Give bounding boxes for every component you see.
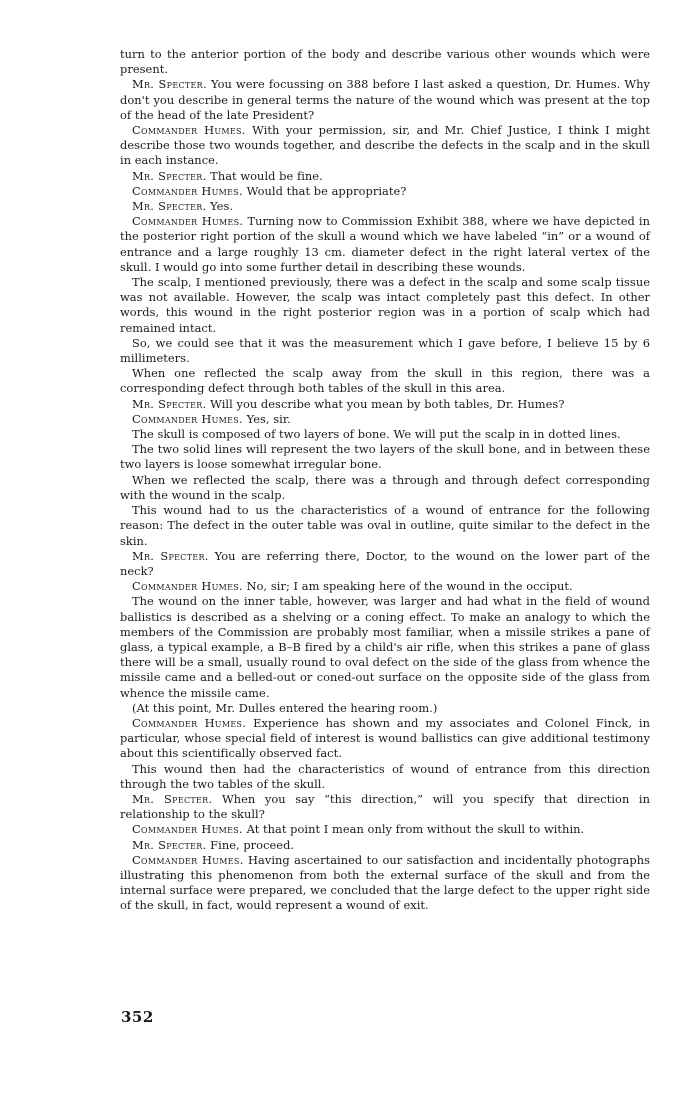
paragraph-text: The skull is composed of two layers of bone. We will put the scalp in in dotted lines.: [132, 427, 621, 442]
paragraph-text: The two solid lines will represent the two layers of the skull bone, and in between these two layers is loose somewhat irregular bone.: [120, 442, 650, 472]
speaker-name: Commander Humes.: [132, 183, 243, 198]
speaker-name: Mr. Specter.: [132, 837, 207, 852]
speaker-name: Commander Humes.: [132, 852, 244, 867]
paragraph: [120, 77, 650, 123]
paragraph-text: That would be fine.: [210, 168, 323, 183]
paragraph: [120, 549, 650, 579]
speaker-name: Commander Humes.: [132, 822, 243, 837]
paragraph: [120, 184, 650, 199]
paragraph-text: You are referring there, Doctor, to the wound on the lower part of the neck?: [120, 548, 651, 578]
speaker-name: Mr. Specter.: [132, 791, 213, 806]
paragraph: [120, 366, 650, 396]
paragraph: [120, 853, 650, 914]
paragraph-text: Will you describe what you mean by both tables, Dr. Humes?: [210, 396, 565, 411]
speaker-name: Mr. Specter.: [132, 548, 209, 563]
paragraph-text: This wound had to us the characteristics of a wound of entrance for the following reason: The defect in the outer table was oval in outline, quite similar to the defect in the skin.: [120, 503, 650, 548]
paragraph-text: Turning now to Commission Exhibit 388, where we have depicted in the posterior right portion of the skull a wound which we have labeled “in” or a wound of entrance and a large roughly 13 cm. diameter defect in the right lateral vertex of the skull. I would go into some further detail in describing these wounds.: [120, 214, 651, 274]
paragraph-text: When you say “this direction,” will you specify that direction in relationship to the skull?: [120, 791, 650, 822]
paragraph-text: So, we could see that it was the measurement which I gave before, I believe 15 by 6 millimeters.: [120, 335, 650, 366]
paragraph-text: When we reflected the scalp, there was a through and through defect corresponding with the wound in the scalp.: [120, 472, 650, 502]
speaker-name: Commander Humes.: [132, 123, 246, 138]
paragraph-text: This wound then had the characteristics of wound of entrance from this direction through the two tables of the skull.: [120, 761, 650, 791]
paragraph: [120, 442, 650, 472]
page-number: 352: [121, 1008, 154, 1026]
speaker-name: Commander Humes.: [132, 214, 244, 229]
speaker-name: Commander Humes.: [132, 579, 243, 594]
paragraph-text: Experience has shown and my associates and Colonel Finck, in particular, whose special field of interest is wound ballistics can give additional testimony about this scientifically observed fact.: [120, 715, 650, 761]
paragraph-text: Yes, sir.: [246, 411, 291, 426]
paragraph-text: At that point I mean only from without the skull to within.: [246, 822, 585, 837]
speaker-name: Mr. Specter.: [132, 199, 207, 214]
paragraph: [120, 397, 650, 412]
speaker-name: Mr. Specter.: [132, 168, 207, 183]
testimony-text: [120, 47, 650, 914]
paragraph: [120, 701, 650, 716]
paragraph: [120, 123, 650, 169]
paragraph-text: Having ascertained to our satisfaction and incidentally photographs illustrating this phenomenon from both the external surface of the skull and from the internal surface were prepared, we concluded that the large defect to the upper right side of the skull, in fact, would represent a wound of exit.: [120, 852, 650, 913]
paragraph: [120, 336, 650, 366]
speaker-name: Mr. Specter.: [132, 396, 207, 411]
paragraph: [120, 579, 650, 594]
paragraph: [120, 214, 650, 275]
paragraph-text: You were focussing on 388 before I last asked a question, Dr. Humes. Why don't you describe in general terms the nature of the wound which was present at the top of the head of the late President?: [120, 77, 650, 122]
paragraph: [120, 838, 650, 853]
paragraph-text: (At this point, Mr. Dulles entered the hearing room.): [132, 700, 438, 715]
paragraph: [120, 473, 650, 503]
speaker-name: Commander Humes.: [132, 715, 247, 730]
paragraph: [120, 503, 650, 549]
paragraph: [120, 716, 650, 762]
paragraph: [120, 762, 650, 792]
paragraph-text: turn to the anterior portion of the body and describe various other wounds which were present.: [120, 47, 650, 77]
paragraph: [120, 47, 650, 77]
paragraph-text: Yes.: [210, 199, 234, 214]
paragraph: [120, 412, 650, 427]
paragraph: [120, 822, 650, 837]
paragraph-text: When one reflected the scalp away from the skull in this region, there was a corresponding defect through both tables of the skull in this area.: [120, 366, 650, 396]
paragraph-text: With your permission, sir, and Mr. Chief Justice, I think I might describe those two wounds together, and describe the defects in the scalp and in the skull in each instance.: [120, 123, 650, 168]
paragraph-text: No, sir; I am speaking here of the wound in the occiput.: [246, 579, 573, 594]
paragraph: [120, 594, 650, 700]
paragraph: [120, 275, 650, 336]
speaker-name: Commander Humes.: [132, 411, 243, 426]
paragraph: [120, 199, 650, 214]
paragraph-text: The scalp, I mentioned previously, there was a defect in the scalp and some scalp tissue was not available. However, the scalp was intact completely past this defect. In other words, this wound in the right posterior region was in a portion of scalp which had remained intact.: [120, 275, 650, 335]
paragraph: [120, 427, 650, 442]
paragraph: [120, 792, 650, 822]
paragraph: [120, 169, 650, 184]
paragraph-text: Would that be appropriate?: [246, 183, 407, 198]
paragraph-text: Fine, proceed.: [210, 837, 295, 852]
speaker-name: Mr. Specter.: [132, 77, 207, 92]
paragraph-text: The wound on the inner table, however, was larger and had what in the field of wound ballistics is described as a shelving or a coning effect. To make an analogy to which the members of the Commission are probably most familiar, when a missile strikes a pane of glass, a typical example, a B–B fired by a child's air rifle, when this strikes a pane of glass there will be a small, usually round to oval defect on the side of the glass from whence the missile came and a belled-out or coned-out surface on the opposite side of the glass from whence the missile came.: [120, 594, 650, 700]
